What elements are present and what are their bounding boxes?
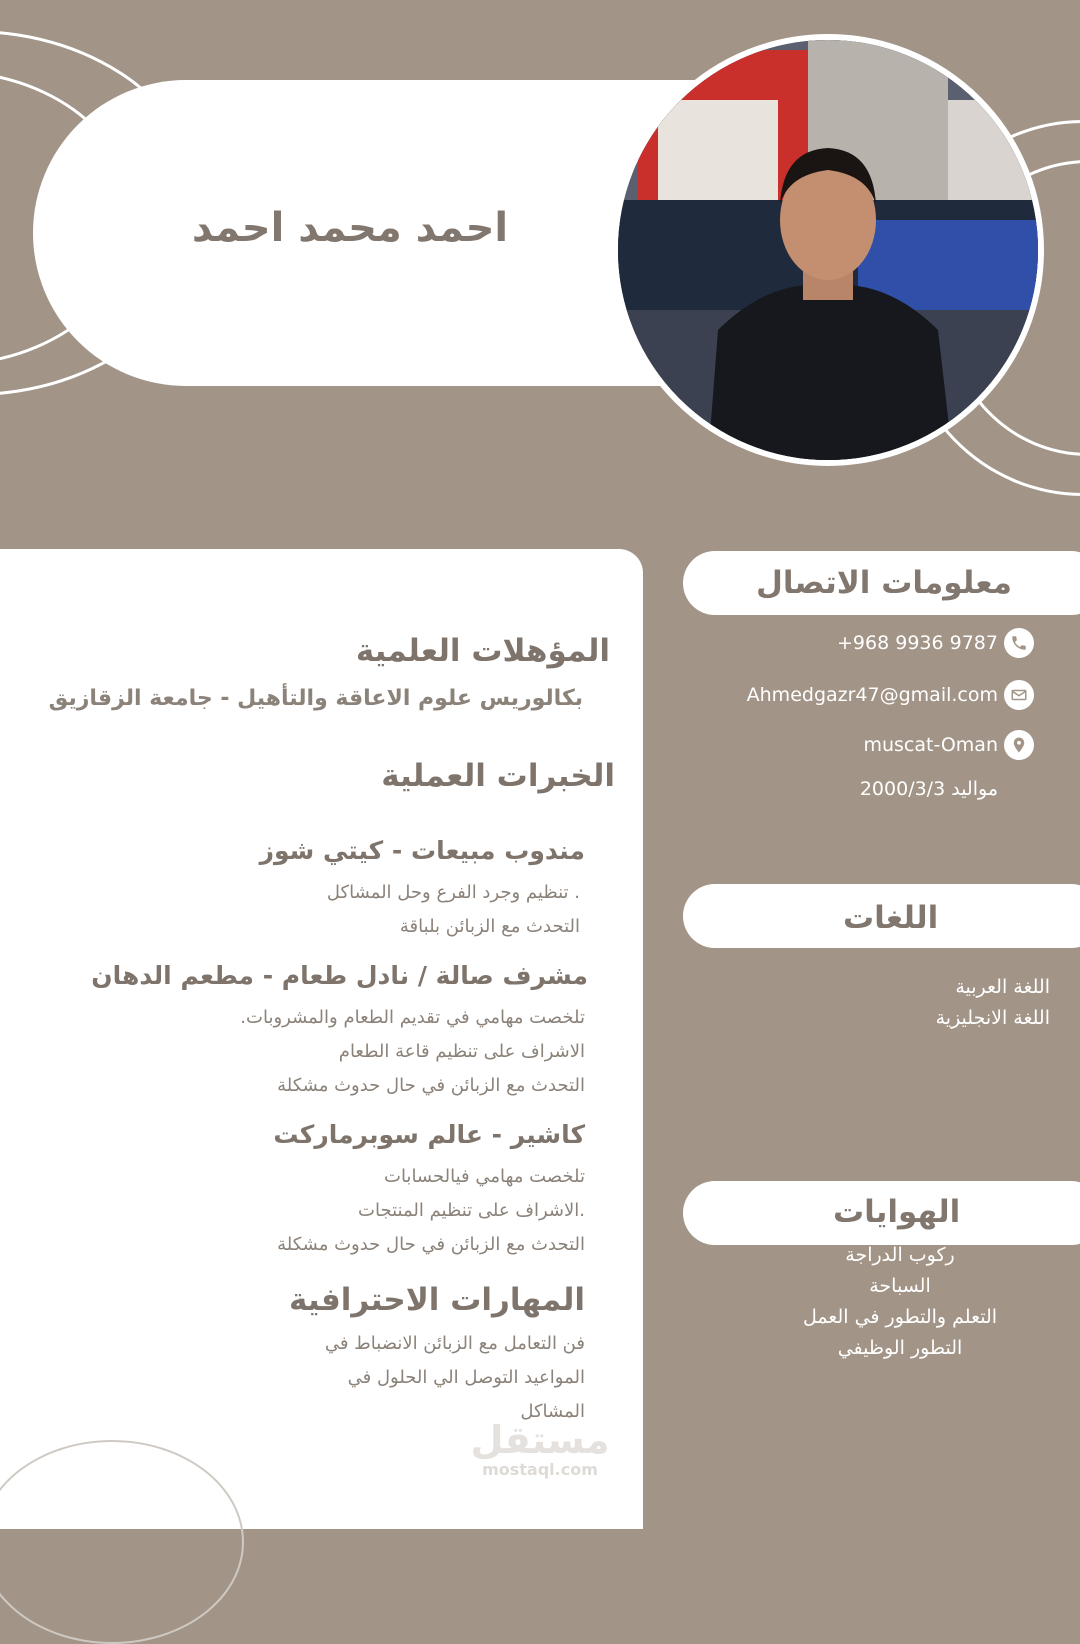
mail-icon bbox=[1004, 680, 1034, 710]
language-item: اللغة الانجليزية bbox=[935, 1007, 1050, 1029]
birth-date: مواليد 2000/3/3 bbox=[859, 778, 998, 800]
hobby-item: السباحة bbox=[869, 1275, 931, 1297]
decorative-ring bbox=[0, 1440, 244, 1644]
watermark-arabic: مستقل bbox=[470, 1418, 610, 1462]
job-title: مشرف صالة / نادل طعام - مطعم الدهان bbox=[91, 961, 588, 990]
skills-description bbox=[325, 1327, 585, 1429]
profile-photo-illustration bbox=[618, 40, 1038, 460]
skills-line: فن التعامل مع الزبائن الانضباط في bbox=[324, 1333, 585, 1354]
contact-phone-row bbox=[837, 628, 1034, 658]
hobby-item: ركوب الدراجة bbox=[845, 1244, 955, 1266]
skills-line: المواعيد التوصل الي الحلول في bbox=[347, 1367, 585, 1388]
hobby-item: التعلم والتطور في العمل bbox=[802, 1306, 998, 1328]
job-line: تلخصت مهامي في تقديم الطعام والمشروبات. bbox=[240, 1007, 585, 1028]
job-description bbox=[277, 1160, 585, 1262]
qualifications-degree: بكالوريس علوم الاعاقة والتأهيل - جامعة الزقازيق bbox=[48, 686, 583, 711]
person-name: احمد محمد احمد bbox=[191, 205, 509, 251]
job-description bbox=[327, 876, 580, 944]
experience-title: الخبرات العملية bbox=[381, 758, 615, 794]
job-line: التحدث مع الزبائن بلباقة bbox=[399, 916, 580, 937]
watermark-logo bbox=[470, 1420, 610, 1479]
watermark-latin: mostaql.com bbox=[482, 1460, 598, 1479]
hobbies-list bbox=[760, 1240, 1040, 1364]
skills-title: المهارات الاحترافية bbox=[289, 1282, 585, 1318]
email-address[interactable]: Ahmedgazr47@gmail.com bbox=[746, 684, 998, 706]
job-title: كاشير - عالم سوبرماركت bbox=[273, 1120, 585, 1149]
hobby-item: التطور الوظيفي bbox=[837, 1337, 963, 1359]
phone-number[interactable]: +968 9936 9787 bbox=[837, 632, 998, 654]
job-line: التحدث مع الزبائن في حال حدوث مشكلة bbox=[277, 1234, 585, 1255]
job-description bbox=[240, 1001, 585, 1103]
location-icon bbox=[1004, 730, 1034, 760]
job-line: . تنظيم وجرد الفرع وحل المشاكل bbox=[326, 882, 580, 903]
contact-title: معلومات الاتصال bbox=[756, 565, 1012, 601]
contact-location-row bbox=[863, 730, 1034, 760]
qualifications-title: المؤهلات العلمية bbox=[355, 633, 610, 669]
skills-line: المشاكل bbox=[520, 1401, 585, 1422]
language-item: اللغة العربية bbox=[955, 976, 1050, 998]
job-line: التحدث مع الزبائن في حال حدوث مشكلة bbox=[277, 1075, 585, 1096]
job-line: الاشراف على تنظيم قاعة الطعام bbox=[338, 1041, 585, 1062]
hobbies-title: الهوايات bbox=[833, 1194, 961, 1230]
languages-list bbox=[936, 972, 1050, 1034]
location-text: muscat-Oman bbox=[863, 734, 998, 756]
languages-title: اللغات bbox=[843, 900, 939, 936]
profile-photo bbox=[612, 34, 1044, 466]
job-line: تلخصت مهامي فيالحسابات bbox=[384, 1166, 585, 1187]
contact-email-row bbox=[747, 680, 1034, 710]
phone-icon bbox=[1004, 628, 1034, 658]
job-title: مندوب مبيعات - كيتي شوز bbox=[259, 836, 585, 865]
job-line: .الاشراف على تنظيم المنتجات bbox=[358, 1200, 585, 1221]
